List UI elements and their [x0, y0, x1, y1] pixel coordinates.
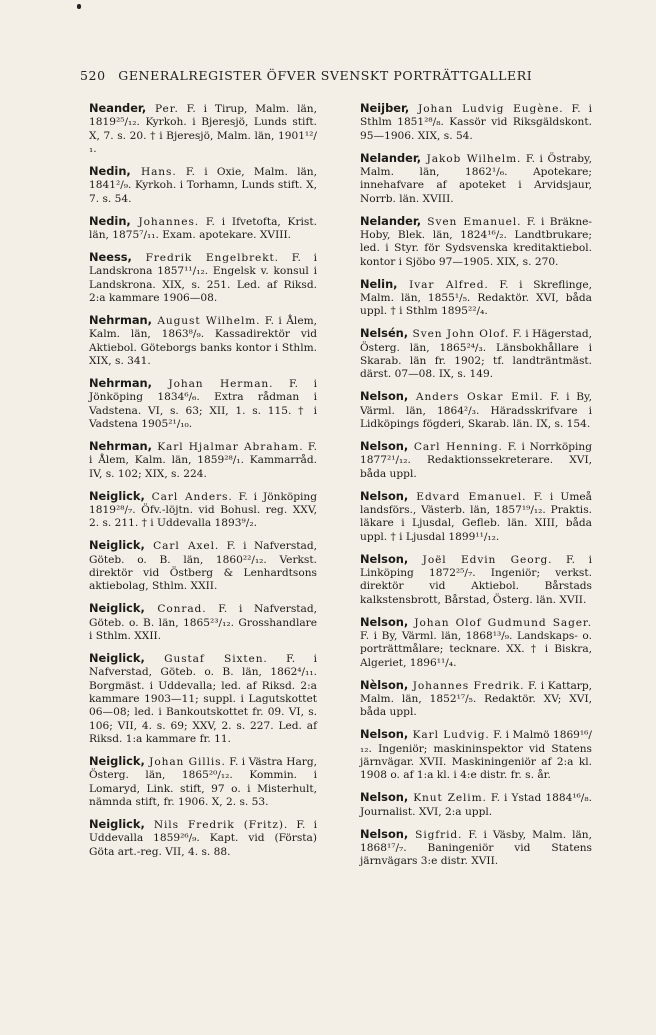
register-entry: [89, 539, 317, 593]
register-entry: [89, 165, 317, 206]
entry-details: F. i Umeå landsförs., Västerb. län, 1857¹⁹/₁₂. Praktis. läkare i Ljusdal, Gefleb. län. XIII, båda uppl. † i Ljusdal 1899¹¹/₁₂.: [360, 490, 592, 543]
register-entry: [360, 553, 592, 607]
entry-surname: Neiglick,: [89, 651, 145, 666]
entry-given-names: Jakob Wilhelm.: [421, 152, 522, 165]
entry-text: [360, 440, 592, 481]
register-entry: [89, 818, 317, 859]
entry-text: [360, 828, 592, 869]
entry-details: F. i Kattarp, Malm. län, 1852¹⁷/₅. Redaktör. XV; XVI, båda uppl.: [360, 679, 592, 719]
entry-given-names: Gustaf Sixten.: [144, 653, 268, 666]
entry-given-names: Nils Fredrik (Fritz).: [144, 818, 289, 831]
entry-surname: Nelsén,: [360, 326, 409, 341]
entry-text: [360, 390, 592, 431]
entry-given-names: Ivar Alfred.: [397, 278, 489, 291]
entry-given-names: Joël Edvin Georg.: [408, 553, 553, 566]
entry-given-names: Johan Gillis.: [144, 755, 226, 768]
entry-given-names: Knut Zelim.: [408, 792, 487, 805]
register-entry: [360, 828, 592, 869]
register-entry: [360, 215, 592, 269]
entry-text: [89, 314, 317, 368]
entry-given-names: Carl Anders.: [144, 490, 233, 503]
ink-spot: [77, 4, 81, 9]
entry-details: F. i Landskrona 1857¹¹/₁₂. Engelsk v. konsul i Landskrona. XIX, s. 251. Led. af Riksd. 2:a kammare 1906—08.: [89, 252, 317, 304]
entry-details: F. i By, Värml. län, 1864²/₃. Häradsskrifvare i Lidköpings fögderi, Skarab. län. IX, s. 154.: [360, 391, 592, 430]
entry-surname: Neiglick,: [89, 488, 145, 503]
entry-text: [89, 755, 317, 809]
entry-surname: Nelin,: [360, 276, 398, 291]
entry-text: [89, 215, 317, 243]
entry-given-names: August Wilhelm.: [151, 315, 261, 328]
entry-given-names: Conrad.: [144, 603, 207, 616]
entry-text: [360, 152, 592, 206]
entry-details: F. i Norrköping 1877²¹/₁₂. Redaktionssekreterare. XVI, båda uppl.: [360, 441, 593, 480]
entry-given-names: Johannes.: [130, 215, 200, 228]
entry-surname: Nelson,: [360, 727, 409, 742]
entry-given-names: Johan Ludvig Eugène.: [409, 103, 564, 115]
entry-surname: Nelson,: [360, 826, 409, 841]
entry-text: [360, 490, 592, 544]
register-entry: [360, 440, 592, 481]
entry-details: F. i Bräkne-Hoby, Blek. län, 1824¹⁶/₂. Landtbrukare; led. i Styr. för Sydsvenska kreditaktiebol. kontor i Sjöbo 97—1905. XIX, s. 270.: [360, 215, 592, 268]
entry-text: [360, 553, 592, 607]
entry-details: F. i Nafverstad, Göteb. o. B. län, 1862⁴/₁₁. Borgmäst. i Uddevalla; led. af Riksd. 2:a kammare 1903—11; suppl. i Lagutskottet 06—08; led. i Bankoutskottet fr. 09. VI, s. 106; VII, 4. s. 69; XXV, 2. s. 227. Led. af Riksd. 1:a kammare fr. 11.: [89, 653, 317, 745]
entry-surname: Nelander,: [360, 150, 422, 165]
entry-given-names: Anders Oskar Emil.: [408, 391, 544, 404]
entry-given-names: Fredrik Engelbrekt.: [131, 252, 279, 265]
entry-surname: Nelson,: [360, 551, 409, 566]
entry-text: [360, 728, 592, 782]
entry-details: F. i Jönköping 1819²⁸/₇. Öfv.-löjtn. vid Bohusl. reg. XXV, 2. s. 211. † i Uddevalla 1893⁹/₂.: [89, 490, 318, 530]
register-entry: [360, 791, 592, 819]
register-entry: [89, 755, 317, 809]
page-header: [80, 68, 600, 88]
entry-given-names: Carl Henning.: [408, 441, 503, 454]
entry-surname: Neiglick,: [89, 816, 145, 831]
entry-text: [360, 679, 592, 720]
page-number: 520: [80, 68, 106, 83]
entry-given-names: Carl Axel.: [144, 540, 220, 553]
entry-text: [89, 818, 317, 859]
register-entry: [360, 679, 592, 720]
entry-surname: Nèlson,: [360, 677, 409, 692]
entry-text: [89, 602, 317, 643]
register-entry: [360, 278, 592, 319]
entry-given-names: Johan Herman.: [151, 378, 274, 391]
entry-surname: Neijber,: [360, 101, 410, 115]
entry-given-names: Sigfrid.: [408, 828, 463, 841]
register-entry: [360, 728, 592, 782]
entry-text: [360, 791, 592, 819]
entry-text: [360, 215, 592, 269]
entry-details: F. i By, Värml. län, 1868¹³/₉. Landskaps- o. porträttmålare; tecknare. XX. † i Biskra, Algeriet, 1896¹¹/₄.: [360, 629, 592, 669]
entry-details: F. i Skreflinge, Malm. län, 1855¹/₅. Redaktör. XVI, båda uppl. † i Sthlm 1895²²/₄.: [360, 278, 592, 318]
entry-details: F. i Västra Harg, Österg. län, 1865²⁰/₁₂. Kommin. i Lomaryd, Link. stift, 97 o. i Misterhult, nämnda stift, fr. 1906. X, 2. s. 53.: [89, 755, 317, 808]
entry-text: [360, 278, 592, 319]
entry-details: F. i Väsby, Malm. län, 1868¹⁷/₇. Baningeniör vid Statens järnvägars 3:e distr. XVII.: [360, 828, 592, 868]
register-entry: [89, 377, 317, 431]
entry-surname: Nedin,: [89, 163, 131, 178]
entry-text: [89, 165, 317, 206]
entry-details: F. i Oxie, Malm. län, 1841²/₉. Kyrkoh. i Torhamn, Lunds stift. X, 7. s. 54.: [89, 165, 317, 205]
entry-surname: Nelson,: [360, 439, 409, 454]
register-entry: [360, 327, 592, 381]
entry-details: F. i Nafverstad, Göteb. o. B. län, 1865²³/₁₂. Grosshandlare i Sthlm. XXII.: [89, 603, 318, 642]
entry-details: F. i Malmö 1869¹⁶/₁₂. Ingeniör; maskininspektor vid Statens järnvägar. XVII. Maskiningeniör af 2:a kl. 1908 o. af 1:a kl. i 4:e distr. fr. s. år.: [360, 729, 592, 782]
entry-text: [89, 251, 317, 305]
entry-details: F. i Hägerstad, Österg. län, 1865²⁴/₃. Länsbokhållare i Skarab. län fr. 1902; tf. landträntmäst. därst. 07—08. IX, s. 149.: [360, 328, 592, 381]
entry-surname: Nelander,: [360, 213, 422, 228]
entry-given-names: Karl Hjalmar Abraham.: [151, 441, 304, 454]
entry-surname: Nedin,: [89, 213, 131, 228]
entry-surname: Neess,: [89, 250, 132, 265]
entry-text: [89, 377, 317, 431]
register-entry: [360, 102, 592, 143]
entry-text: [360, 616, 592, 670]
entry-given-names: Johannes Fredrik.: [408, 679, 525, 692]
register-entry: [360, 390, 592, 431]
entry-text: [89, 539, 317, 593]
entry-surname: Neander,: [89, 101, 147, 115]
running-title: GENERALREGISTER ÖFVER SVENSKT PORTRÄTTGALLERI: [118, 68, 533, 83]
register-entry: [89, 652, 317, 746]
entry-details: F. i Ifvetofta, Krist. län, 1875⁷/₁₁. Exam. apotekare. XVIII.: [89, 215, 317, 241]
register-entry: [89, 440, 317, 481]
entry-surname: Nelson,: [360, 614, 409, 629]
entry-details: F. i Ystad 1884¹⁶/₈. Journalist. XVI, 2:a uppl.: [360, 792, 592, 818]
register-entry: [360, 152, 592, 206]
entry-surname: Nelson,: [360, 389, 409, 404]
entry-details: F. i Ålem, Kalm. län, 1859²⁸/₁. Kammarråd. IV, s. 102; XIX, s. 224.: [89, 441, 317, 480]
entry-text: [89, 490, 317, 531]
entry-surname: Nehrman,: [89, 376, 152, 391]
register-entry: [89, 102, 317, 156]
entry-details: F. i Tirup, Malm. län, 1819²⁵/₁₂. Kyrkoh. i Bjeresjö, Lunds stift. X, 7. s. 20. † i Bjeresjö, Malm. län, 1901¹²/₁.: [89, 103, 317, 155]
entry-surname: Neiglick,: [89, 753, 145, 768]
entry-details: F. i Ålem, Kalm. län, 1863⁸/₉. Kassadirektör vid Aktiebol. Göteborgs banks kontor i Sthlm. XIX, s. 341.: [89, 315, 318, 367]
entry-text: [360, 327, 592, 381]
entry-details: F. i Uddevalla 1859²⁶/₉. Kapt. vid (Första) Göta art.-reg. VII, 4. s. 88.: [89, 818, 317, 858]
entry-surname: Nelson,: [360, 488, 409, 503]
entry-text: [89, 102, 317, 156]
entry-surname: Nelson,: [360, 790, 409, 805]
entry-given-names: Sven Emanuel.: [421, 215, 522, 228]
register-entry: [89, 602, 317, 643]
register-entry: [89, 314, 317, 368]
register-entry: [89, 490, 317, 531]
entry-text: [89, 652, 317, 746]
entry-text: [360, 102, 592, 143]
entry-given-names: Per.: [146, 103, 179, 115]
entry-details: F. i Jönköping 1834⁶/₆. Extra rådman i Vadstena. VI, s. 63; XII, 1. s. 115. † i Vadstena 1905²¹/₁₀.: [89, 378, 317, 430]
register-entry: [360, 490, 592, 544]
register-entry: [360, 616, 592, 670]
entry-given-names: Karl Ludvig.: [408, 729, 490, 742]
entry-surname: Neiglick,: [89, 538, 145, 553]
entry-details: F. i Nafverstad, Göteb. o. B. län, 1860²²/₁₂. Verkst. direktör vid Östberg & Lenhardtsons aktiebolag, Sthlm. XXII.: [89, 540, 317, 593]
entry-details: F. i Sthlm 1851²⁸/₈. Kassör vid Riksgäldskont. 95—1906. XIX, s. 54.: [360, 103, 592, 142]
entry-surname: Neiglick,: [89, 601, 145, 616]
left-column: [89, 102, 317, 868]
right-column: [360, 102, 592, 877]
entry-surname: Nehrman,: [89, 313, 152, 328]
register-entry: [89, 251, 317, 305]
entry-details: F. i Linköping 1872²⁵/₇. Ingeniör; verkst. direktör vid Aktiebol. Bårstads kalkstensbrott, Bårstad, Österg. län. XVII.: [360, 553, 592, 606]
entry-given-names: Johan Olof Gudmund Sager.: [408, 616, 592, 629]
entry-text: [89, 440, 317, 481]
entry-given-names: Edvard Emanuel.: [408, 490, 527, 503]
entry-surname: Nehrman,: [89, 439, 152, 454]
entry-details: F. i Östraby, Malm. län, 1862¹/₆. Apotekare; innehafvare af apoteket i Arvidsjaur, Norrb. län. XVIII.: [360, 152, 592, 205]
entry-given-names: Hans.: [130, 165, 177, 178]
entry-given-names: Sven John Olof.: [408, 328, 510, 341]
register-entry: [89, 215, 317, 243]
